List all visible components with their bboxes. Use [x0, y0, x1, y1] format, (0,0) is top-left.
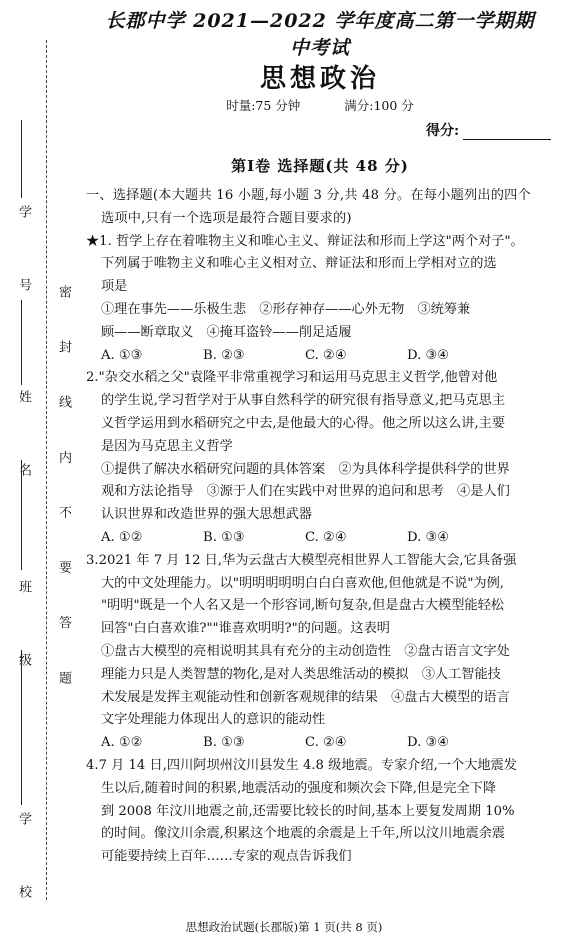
- name-label: 姓 名: [16, 390, 31, 505]
- question-line: 的时间。像汶川余震,积累这个地震的余震是上千年,所以汶川地震余震: [101, 826, 506, 842]
- class-label: 班 级: [16, 580, 31, 695]
- exam-meta: [160, 96, 480, 114]
- question-line: 理能力只是人类智慧的物化,是对人类思维活动的模拟 ③人工智能技: [101, 666, 501, 682]
- question-line: 是因为马克思主义哲学: [101, 438, 233, 454]
- exam-title: 长郡中学 2021—2022 学年度高二第一学期期中考试: [105, 10, 535, 59]
- name-line: [21, 300, 22, 385]
- seal-dashed-line: [46, 40, 47, 900]
- choice-c: C. ②④: [305, 529, 347, 545]
- question-line: ①提供了解决水稻研究问题的具体答案 ②为具体科学提供科学的世界: [101, 461, 510, 477]
- answer-choices: [86, 732, 554, 755]
- question-line: 文字处理能力体现出人的意识的能动性: [101, 712, 326, 728]
- question-line: 可能要持续上百年……专家的观点告诉我们: [101, 849, 352, 865]
- question-line: 大的中文处理能力。以"明明明明明白白白喜欢他,但他就是不说"为例,: [101, 575, 504, 591]
- question-line: 的学生说,学习哲学对于从事自然科学的研究很有指导意义,把马克思主: [101, 393, 506, 409]
- choice-a: A. ①②: [101, 529, 143, 545]
- question-line: 到 2008 年汶川地震之前,还需要比较长的时间,基本上要复发周期 10%: [101, 803, 515, 819]
- choice-a: A. ①②: [101, 735, 143, 751]
- time-limit: 时量:75 分钟: [226, 98, 301, 113]
- question-line: 术发展是发挥主观能动性和创新客观规律的结果 ④盘古大模型的语言: [101, 689, 510, 705]
- school-line: [21, 650, 22, 805]
- question-line: "明明"既是一个人名又是一个形容词,断句复杂,但是盘古大模型能轻松: [101, 598, 504, 614]
- question-line: ①盘古大模型的亮相说明其具有充分的主动创造性 ②盘古语言文字处: [101, 643, 510, 659]
- score-field: [426, 120, 551, 140]
- question-line: 2."杂交水稻之父"袁隆平非常重视学习和运用马克思主义哲学,他曾对他: [86, 370, 498, 386]
- intro-line: 选项中,只有一个选项是最符合题目要求的): [101, 210, 352, 226]
- choice-d: D. ③④: [407, 529, 450, 545]
- question-2: [86, 367, 554, 549]
- question-body: [86, 185, 554, 869]
- class-line: [21, 460, 22, 570]
- choice-b: B. ①③: [203, 735, 245, 751]
- question-line: ①理在事先——乐极生悲 ②形存神存——心外无物 ③统筹兼: [101, 301, 471, 317]
- choice-c: C. ②④: [305, 347, 347, 363]
- question-line: 4.7 月 14 日,四川阿坝州汶川县发生 4.8 级地震。专家介绍,一个大地震发: [86, 757, 517, 773]
- score-label: 得分:: [426, 123, 460, 139]
- score-blank: [463, 125, 551, 140]
- question-line: 3.2021 年 7 月 12 日,华为云盘古大模型亮相世界人工智能大会,它具备强: [86, 552, 517, 568]
- choice-c: C. ②④: [305, 735, 347, 751]
- full-score: 满分:100 分: [344, 98, 414, 113]
- student-no-line: [21, 120, 22, 198]
- question-line: ★1. 哲学上存在着唯物主义和唯心主义、辩证法和形而上学这"两个对子"。: [86, 233, 524, 249]
- question-line: 下列属于唯物主义和唯心主义相对立、辩证法和形而上学相对立的选: [101, 256, 497, 272]
- question-3: [86, 550, 554, 755]
- question-line: 项是: [101, 279, 128, 295]
- school-label: 学 校: [16, 812, 31, 927]
- question-line: 认识世界和改造世界的强大思想武器: [101, 507, 312, 523]
- choice-b: B. ②③: [203, 347, 245, 363]
- question-1: [86, 231, 554, 368]
- question-line: 回答"白白喜欢谁?""谁喜欢明明?"的问题。这表明: [101, 621, 390, 637]
- choice-a: A. ①③: [101, 347, 143, 363]
- intro-line: 一、选择题(本大题共 16 小题,每小题 3 分,共 48 分。在每小题列出的四个: [86, 188, 531, 203]
- question-line: 生以后,随着时间的积累,地震活动的强度和频次会下降,但是完全下降: [101, 780, 497, 796]
- section-title: 第Ⅰ卷 选择题(共 48 分): [231, 157, 409, 175]
- answer-choices: [86, 527, 554, 550]
- question-line: 顾——断章取义 ④掩耳盗铃——削足适履: [101, 324, 352, 340]
- answer-choices: [86, 345, 554, 368]
- choice-d: D. ③④: [407, 347, 450, 363]
- page-footer: 思想政治试题(长郡版)第 1 页(共 8 页): [185, 920, 383, 934]
- choice-b: B. ①③: [203, 529, 245, 545]
- question-line: 观和方法论指导 ③源于人们在实践中对世界的追问和思考 ④是人们: [101, 484, 510, 500]
- student-no-label: 学 号: [16, 205, 31, 320]
- question-line: 义哲学运用到水稻研究之中去,是他最大的心得。他之所以这么讲,主要: [101, 415, 506, 431]
- question-4: [86, 755, 554, 869]
- choice-d: D. ③④: [407, 735, 450, 751]
- subject-title: 思想政治: [259, 64, 380, 94]
- seal-notice: 密 封 线 内 不 要 答 题: [56, 285, 71, 703]
